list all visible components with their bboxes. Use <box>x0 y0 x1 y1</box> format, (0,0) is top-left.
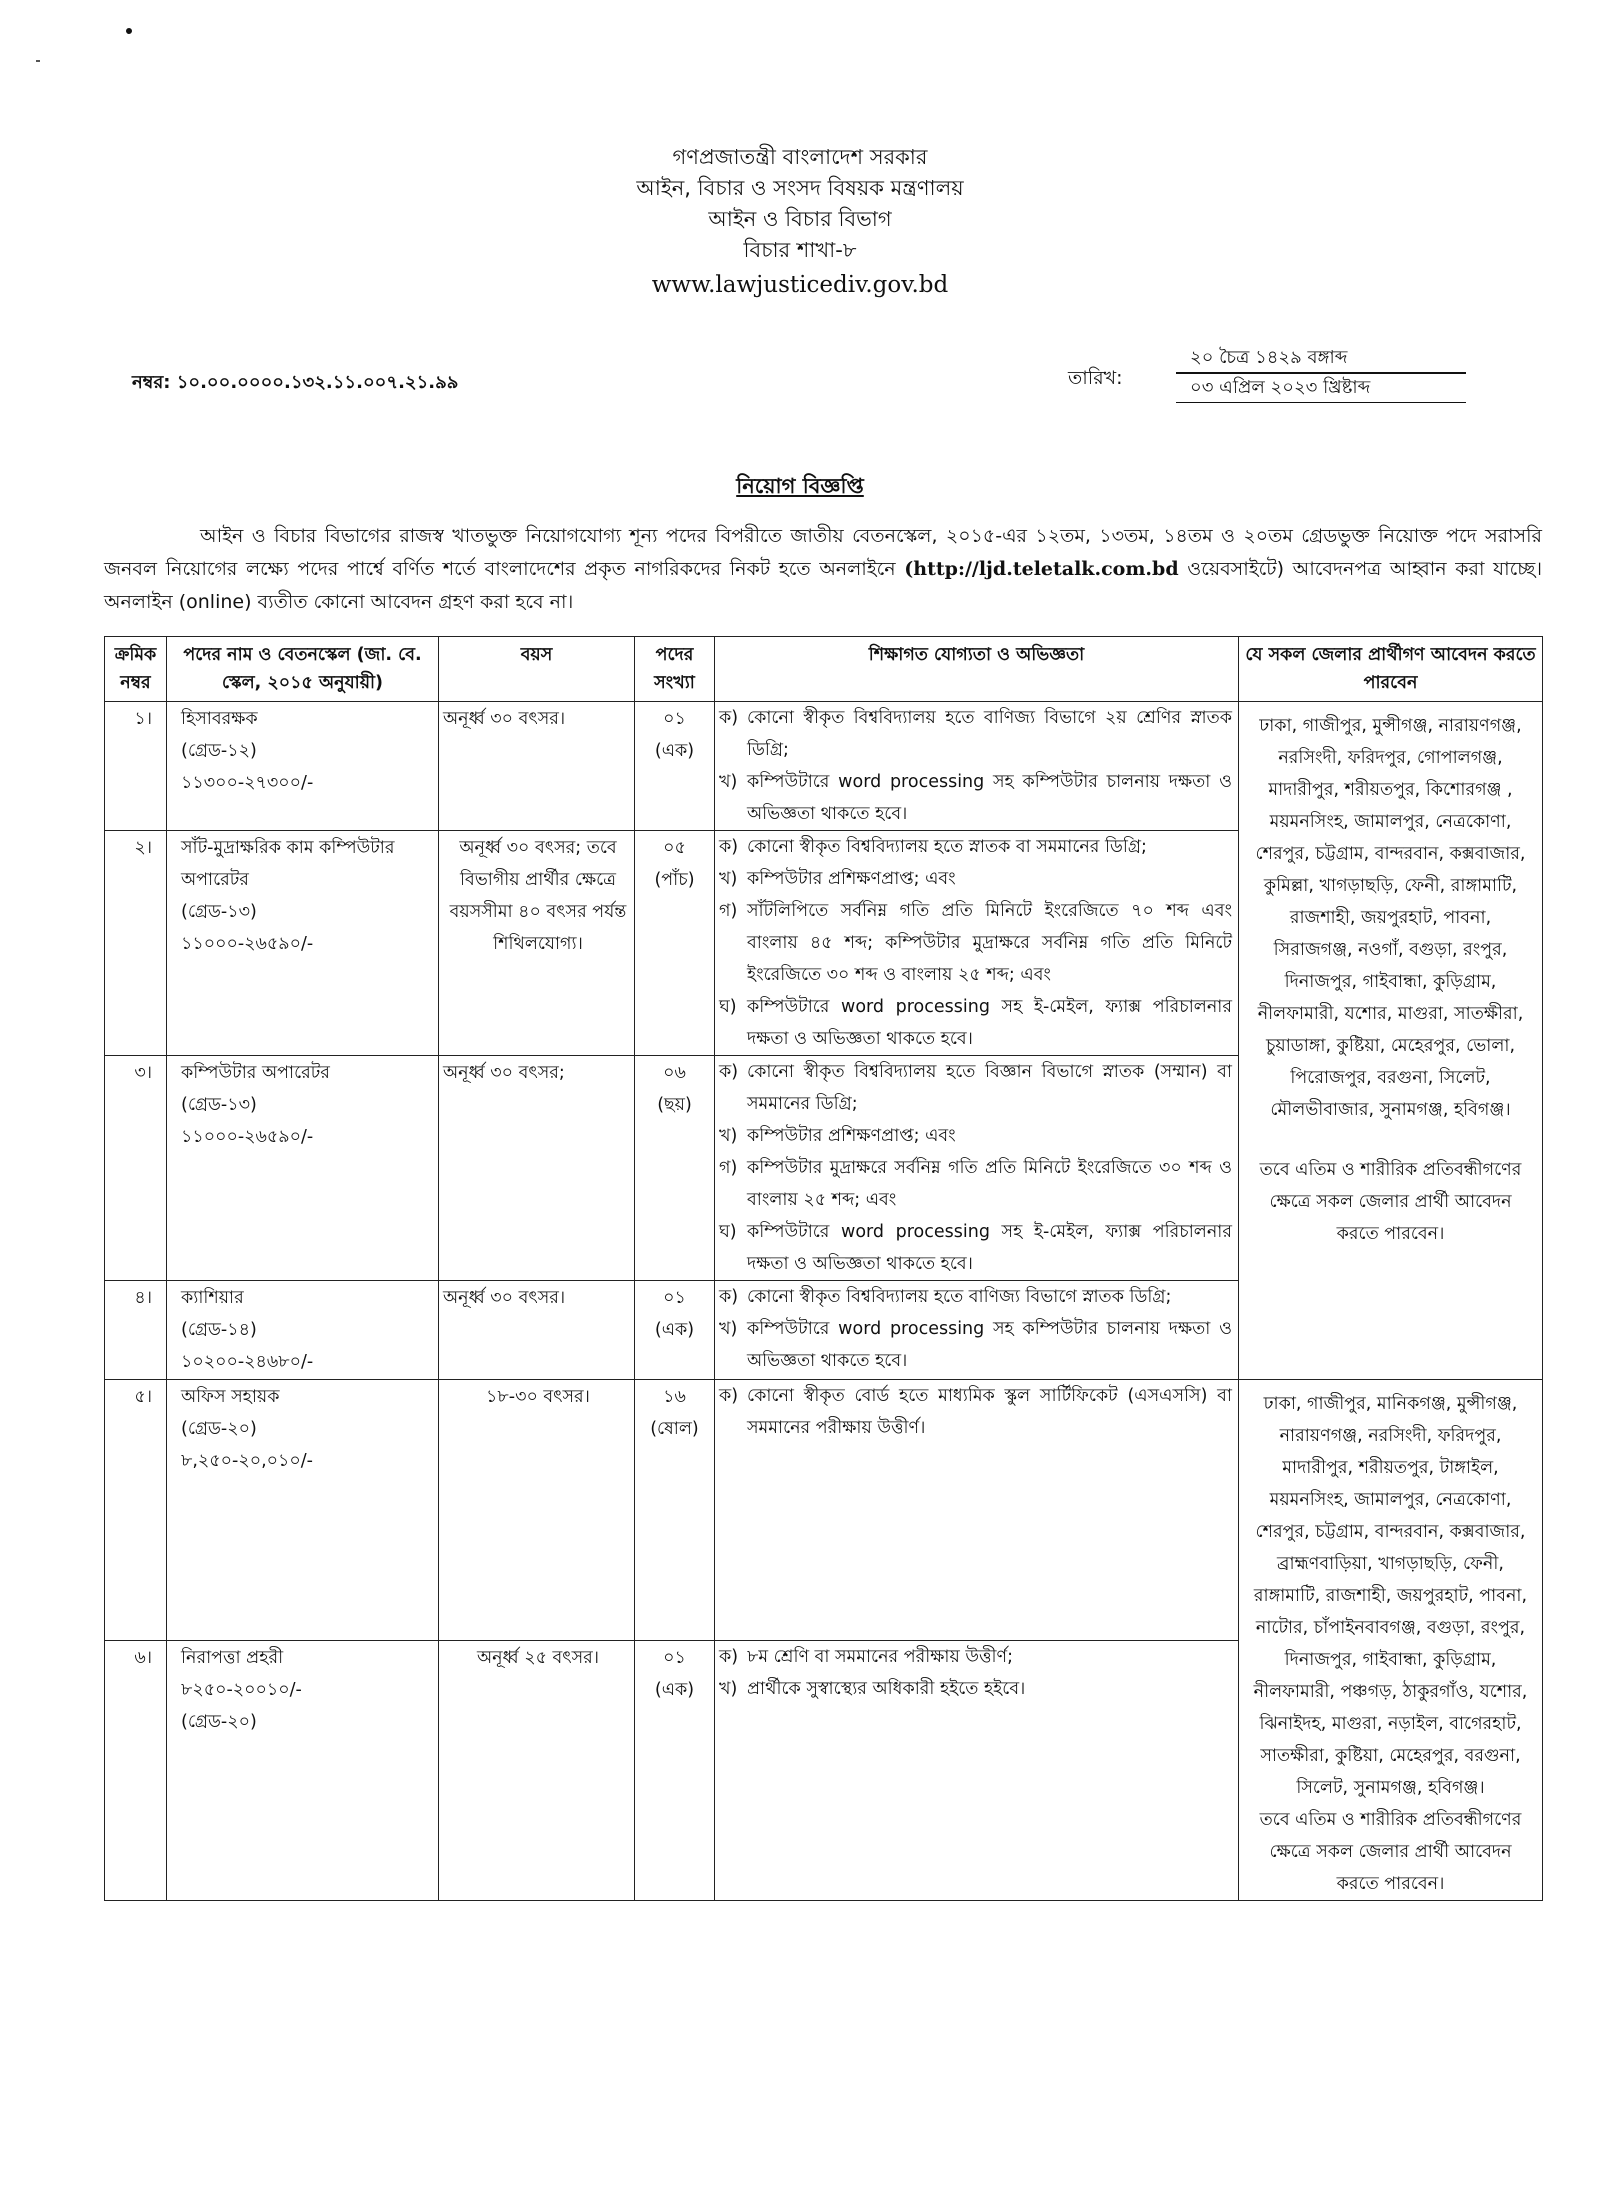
website-link[interactable]: www.lawjusticediv.gov.bd <box>651 272 949 298</box>
age-limit: অনূর্ধ্ব ২৫ বৎসর। <box>439 1640 635 1901</box>
age-limit: ১৮-৩০ বৎসর। <box>439 1380 635 1641</box>
post-name: ক্যাশিয়ার <box>181 1288 244 1308</box>
post-scale: ১০২০০-২৪৬৮০/- <box>181 1352 314 1372</box>
qualification-text: কোনো স্বীকৃত বিশ্ববিদ্যালয় হতে স্নাতক বা সমমানের ডিগ্রি; <box>747 837 1147 857</box>
govt-name: গণপ্রজাতন্ত্রী বাংলাদেশ সরকার <box>672 145 928 169</box>
notice-title-wrap <box>0 470 1600 505</box>
post-name: সাঁট-মুদ্রাক্ষরিক কাম কম্পিউটার অপারেটর <box>181 838 395 890</box>
qualification-label: ক) <box>719 1646 739 1667</box>
post-count-number: ১৬ <box>663 1387 686 1407</box>
header-districts: যে সকল জেলার প্রার্থীগণ আবেদন করতে পারবেন <box>1239 637 1543 702</box>
qualification-label: ক) <box>719 708 739 728</box>
ministry-name: আইন, বিচার ও সংসদ বিষয়ক মন্ত্রণালয় <box>636 176 964 200</box>
intro-text-2: ওয়েবসাইটে) আবেদনপত্র আহ্বান করা যাচ্ছে। অনলাইন (online) ব্যতীত কোনো আবেদন গ্রহণ করা হবে না। <box>104 558 1542 613</box>
qualification-label: খ) <box>719 1126 738 1146</box>
table-header-row <box>105 637 1543 702</box>
qualification-label: ক) <box>719 1287 739 1307</box>
qualification-text: কম্পিউটারে word processing সহ ই-মেইল, ফ্যাক্স পরিচালনার দক্ষতা ও অভিজ্ঞতা থাকতে হবে। <box>747 1222 1232 1274</box>
date-bangla: ২০ চৈত্র ১৪২৯ বঙ্গাব্দ <box>1176 344 1466 374</box>
post-count-words: (এক) <box>654 741 695 761</box>
post-count-words: (ছয়) <box>657 1095 692 1115</box>
post-name: অফিস সহায়ক <box>181 1387 280 1407</box>
post-scale: ১১০০০-২৬৫৯০/- <box>181 1127 314 1147</box>
age-limit: অনূর্ধ্ব ৩০ বৎসর। <box>439 702 635 831</box>
header-qualification: শিক্ষাগত যোগ্যতা ও অভিজ্ঞতা <box>715 637 1239 702</box>
qualification-cell <box>715 831 1239 1056</box>
age-limit: অনূর্ধ্ব ৩০ বৎসর; তবে বিভাগীয় প্রার্থীর ক্ষেত্রে বয়সসীমা ৪০ বৎসর পর্যন্ত শিথিলযোগ্য। <box>439 831 635 1056</box>
qualification-text: কম্পিউটারে word processing সহ কম্পিউটার চালনায় দক্ষতা ও অভিজ্ঞতা থাকতে হবে। <box>747 772 1232 824</box>
qualification-cell <box>715 1056 1239 1281</box>
qualification-text: সাঁটলিপিতে সর্বনিম্ন গতি প্রতি মিনিটে ইংরেজিতে ৭০ শব্দ এবং বাংলায় ৪৫ শব্দ; কম্পিউটার মুদ্রাক্ষরে সর্বনিম্ন গতি প্রতি মিনিটে ইংরেজিতে ৩০ শব্দ ও বাংলায় ২৫ শব্দ; এবং <box>747 901 1232 985</box>
districts-group-1 <box>1239 702 1543 1380</box>
qualification-text: কোনো স্বীকৃত বিশ্ববিদ্যালয় হতে বিজ্ঞান বিভাগে স্নাতক (সম্মান) বা সমমানের ডিগ্রি; <box>747 1062 1232 1114</box>
scan-mark <box>36 60 40 62</box>
qualification-text: কম্পিউটারে word processing সহ কম্পিউটার চালনায় দক্ষতা ও অভিজ্ঞতা থাকতে হবে। <box>747 1319 1232 1371</box>
table-row <box>105 1380 1543 1641</box>
qualification-label: খ) <box>719 772 738 792</box>
post-count <box>635 831 715 1056</box>
qualification-item <box>719 1641 1232 1673</box>
post-count-words: (পাঁচ) <box>654 870 695 890</box>
row-serial: ২। <box>105 831 167 1056</box>
header-serial: ক্রমিক নম্বর <box>105 637 167 702</box>
districts-list: ঢাকা, গাজীপুর, মানিকগঞ্জ, মুন্সীগঞ্জ, নারায়ণগঞ্জ, নরসিংদী, ফরিদপুর, মাদারীপুর, শরীয়তপুর, টাঙ্গাইল, ময়মনসিংহ, জামালপুর, নেত্রকোণা, শেরপুর, চট্টগ্রাম, বান্দরবান, কক্সবাজার, ব্রাহ্মণবাড়িয়া, খাগড়াছড়ি, ফেনী, রাঙ্গামাটি, রাজশাহী, জয়পুরহাট, পাবনা, নাটোর, চাঁপাইনবাবগঞ্জ, বগুড়া, রংপুর, দিনাজপুর, গাইবান্ধা, কুড়িগ্রাম, নীলফামারী, পঞ্চগড়, ঠাকুরগাঁও, যশোর, ঝিনাইদহ, মাগুরা, নড়াইল, বাগেরহাট, সাতক্ষীরা, কুষ্টিয়া, মেহেরপুর, বরগুনা, সিলেট, সুনামগঞ্জ, হবিগঞ্জ। <box>1253 1394 1528 1798</box>
row-serial: ১। <box>105 702 167 831</box>
post-scale: ৮,২৫০-২০,০১০/- <box>181 1451 313 1471</box>
qualification-item <box>719 1216 1232 1280</box>
post-cell <box>167 1380 439 1641</box>
qualification-label: খ) <box>719 1678 738 1699</box>
post-name: কম্পিউটার অপারেটর <box>181 1063 330 1083</box>
date-block <box>1176 344 1466 403</box>
post-cell <box>167 1056 439 1281</box>
post-count <box>635 702 715 831</box>
qualification-cell <box>715 1640 1239 1901</box>
row-serial: ৩। <box>105 1056 167 1281</box>
section-name: বিচার শাখা-৮ <box>743 238 857 262</box>
post-count <box>635 1380 715 1641</box>
row-serial: ৬। <box>105 1640 167 1901</box>
division-name: আইন ও বিচার বিভাগ <box>708 207 892 231</box>
post-name: হিসাবরক্ষক <box>181 709 258 729</box>
qualification-item <box>719 702 1232 766</box>
qualification-item <box>719 766 1232 830</box>
post-count <box>635 1056 715 1281</box>
qualification-label: ঘ) <box>719 997 737 1017</box>
qualification-item <box>719 1056 1232 1120</box>
qualification-label: গ) <box>719 901 738 921</box>
qualification-text: কোনো স্বীকৃত বিশ্ববিদ্যালয় হতে বাণিজ্য বিভাগে স্নাতক ডিগ্রি; <box>747 1287 1172 1307</box>
qualification-cell <box>715 702 1239 831</box>
qualification-text: ৮ম শ্রেণি বা সমমানের পরীক্ষায় উত্তীর্ণ; <box>747 1646 1013 1667</box>
districts-list: ঢাকা, গাজীপুর, মুন্সীগঞ্জ, নারায়ণগঞ্জ, নরসিংদী, ফরিদপুর, গোপালগঞ্জ, মাদারীপুর, শরীয়তপুর, কিশোরগঞ্জ , ময়মনসিংহ, জামালপুর, নেত্রকোণা, শেরপুর, চট্টগ্রাম, বান্দরবান, কক্সবাজার, কুমিল্লা, খাগড়াছড়ি, ফেনী, রাঙ্গামাটি, রাজশাহী, জয়পুরহাট, পাবনা, সিরাজগঞ্জ, নওগাঁ, বগুড়া, রংপুর, দিনাজপুর, গাইবান্ধা, কুড়িগ্রাম, নীলফামারী, যশোর, মাগুরা, সাতক্ষীরা, চুয়াডাঙ্গা, কুষ্টিয়া, মেহেরপুর, ভোলা, পিরোজপুর, বরগুনা, সিলেট, মৌলভীবাজার, সুনামগঞ্জ, হবিগঞ্জ। <box>1255 716 1526 1120</box>
qualification-item <box>719 863 1232 895</box>
row-serial: ৪। <box>105 1281 167 1380</box>
post-scale: ৮২৫০-২০০১০/- <box>181 1679 302 1700</box>
qualification-item <box>719 1152 1232 1216</box>
qualification-label: খ) <box>719 869 738 889</box>
application-link[interactable]: (http://ljd.teletalk.com.bd <box>904 558 1179 580</box>
post-grade: (গ্রেড-১৩) <box>181 1095 257 1115</box>
row-serial: ৫। <box>105 1380 167 1641</box>
date-label: তারিখ: <box>1068 367 1123 389</box>
qualification-item <box>719 831 1232 863</box>
post-count-number: ০১ <box>663 1647 686 1668</box>
post-grade: (গ্রেড-১৪) <box>181 1320 257 1340</box>
post-count-words: (এক) <box>654 1320 695 1340</box>
qualification-label: ক) <box>719 837 739 857</box>
intro-text-1: আইন ও বিচার বিভাগের রাজস্ব খাতভুক্ত নিয়োগযোগ্য শূন্য পদের বিপরীতে জাতীয় বেতনস্কেল, ২০১৫-এর ১২তম, ১৩তম, ১৪তম ও ২০তম গ্রেডভুক্ত নিয়োক্ত পদে সরাসরি জনবল নিয়োগের লক্ষ্যে পদের পার্শ্বে বর্ণিত শর্তে বাংলাদেশের প্রকৃত নাগরিকদের নিকট হতে অনলাইনে <box>104 525 1542 580</box>
memo-number: নম্বর: ১০.০০.০০০০.১৩২.১১.০০৭.২১.৯৯ <box>132 372 459 393</box>
post-count-words: (এক) <box>654 1679 695 1700</box>
age-limit: অনূর্ধ্ব ৩০ বৎসর। <box>439 1281 635 1380</box>
post-count <box>635 1281 715 1380</box>
post-count-number: ০১ <box>663 1288 686 1308</box>
qualification-item <box>719 1120 1232 1152</box>
qualification-cell <box>715 1281 1239 1380</box>
qualification-item <box>719 1281 1232 1313</box>
post-cell <box>167 831 439 1056</box>
qualification-text: কোনো স্বীকৃত বিশ্ববিদ্যালয় হতে বাণিজ্য বিভাগে ২য় শ্রেণির স্নাতক ডিগ্রি; <box>747 708 1232 760</box>
intro-paragraph <box>104 520 1542 619</box>
districts-group-2 <box>1239 1380 1543 1901</box>
header-age: বয়স <box>439 637 635 702</box>
qualification-item <box>719 1380 1232 1444</box>
qualification-item <box>719 895 1232 991</box>
post-count-number: ০৬ <box>663 1063 686 1083</box>
post-cell <box>167 702 439 831</box>
qualification-item <box>719 1313 1232 1377</box>
qualification-label: ক) <box>719 1386 739 1406</box>
notice-title: নিয়োগ বিজ্ঞপ্তি <box>736 474 864 498</box>
posts-table <box>104 636 1543 1901</box>
qualification-item <box>719 1673 1232 1705</box>
post-grade: (গ্রেড-২০) <box>181 1419 257 1439</box>
post-grade: (গ্রেড-১৩) <box>181 902 257 922</box>
age-limit: অনূর্ধ্ব ৩০ বৎসর; <box>439 1056 635 1281</box>
qualification-label: ঘ) <box>719 1222 737 1242</box>
qualification-text: কম্পিউটার মুদ্রাক্ষরে সর্বনিম্ন গতি প্রতি মিনিটে ইংরেজিতে ৩০ শব্দ ও বাংলায় ২৫ শব্দ; এবং <box>747 1158 1232 1210</box>
qualification-text: কোনো স্বীকৃত বোর্ড হতে মাধ্যমিক স্কুল সার্টিফিকেট (এসএসসি) বা সমমানের পরীক্ষায় উত্তীর্ণ। <box>747 1386 1232 1438</box>
post-scale: ১১৩০০-২৭৩০০/- <box>181 773 314 793</box>
post-count <box>635 1640 715 1901</box>
post-count-number: ০১ <box>663 709 686 729</box>
post-count-number: ০৫ <box>663 838 686 858</box>
qualification-label: খ) <box>719 1319 738 1339</box>
table-row <box>105 702 1543 831</box>
date-english: ০৩ এপ্রিল ২০২৩ খ্রিষ্টাব্দ <box>1176 374 1466 403</box>
header-name: পদের নাম ও বেতনস্কেল (জা. বে. স্কেল, ২০১৫ অনুযায়ী) <box>167 637 439 702</box>
qualification-label: গ) <box>719 1158 738 1178</box>
letterhead <box>0 142 1600 302</box>
scan-dot <box>126 28 132 34</box>
qualification-text: কম্পিউটার প্রশিক্ষণপ্রাপ্ত; এবং <box>747 1126 956 1146</box>
districts-note: তবে এতিম ও শারীরিক প্রতিবন্ধীগণের ক্ষেত্রে সকল জেলার প্রার্থী আবেদন করতে পারবেন। <box>1259 1160 1522 1244</box>
post-count-words: (ষোল) <box>650 1419 699 1439</box>
qualification-text: কম্পিউটারে word processing সহ ই-মেইল, ফ্যাক্স পরিচালনার দক্ষতা ও অভিজ্ঞতা থাকতে হবে। <box>747 997 1232 1049</box>
districts-note: তবে এতিম ও শারীরিক প্রতিবন্ধীগণের ক্ষেত্রে সকল জেলার প্রার্থী আবেদন করতে পারবেন। <box>1259 1810 1522 1894</box>
header-count: পদের সংখ্যা <box>635 637 715 702</box>
post-grade: (গ্রেড-১২) <box>181 741 257 761</box>
qualification-cell <box>715 1380 1239 1641</box>
qualification-item <box>719 991 1232 1055</box>
qualification-label: ক) <box>719 1062 739 1082</box>
post-grade: (গ্রেড-২০) <box>181 1711 257 1732</box>
post-cell <box>167 1640 439 1901</box>
qualification-text: কম্পিউটার প্রশিক্ষণপ্রাপ্ত; এবং <box>747 869 956 889</box>
post-name: নিরাপত্তা প্রহরী <box>181 1647 284 1668</box>
post-scale: ১১০০০-২৬৫৯০/- <box>181 934 314 954</box>
qualification-text: প্রার্থীকে সুস্বাস্থ্যের অধিকারী হইতে হইবে। <box>747 1678 1026 1699</box>
post-cell <box>167 1281 439 1380</box>
